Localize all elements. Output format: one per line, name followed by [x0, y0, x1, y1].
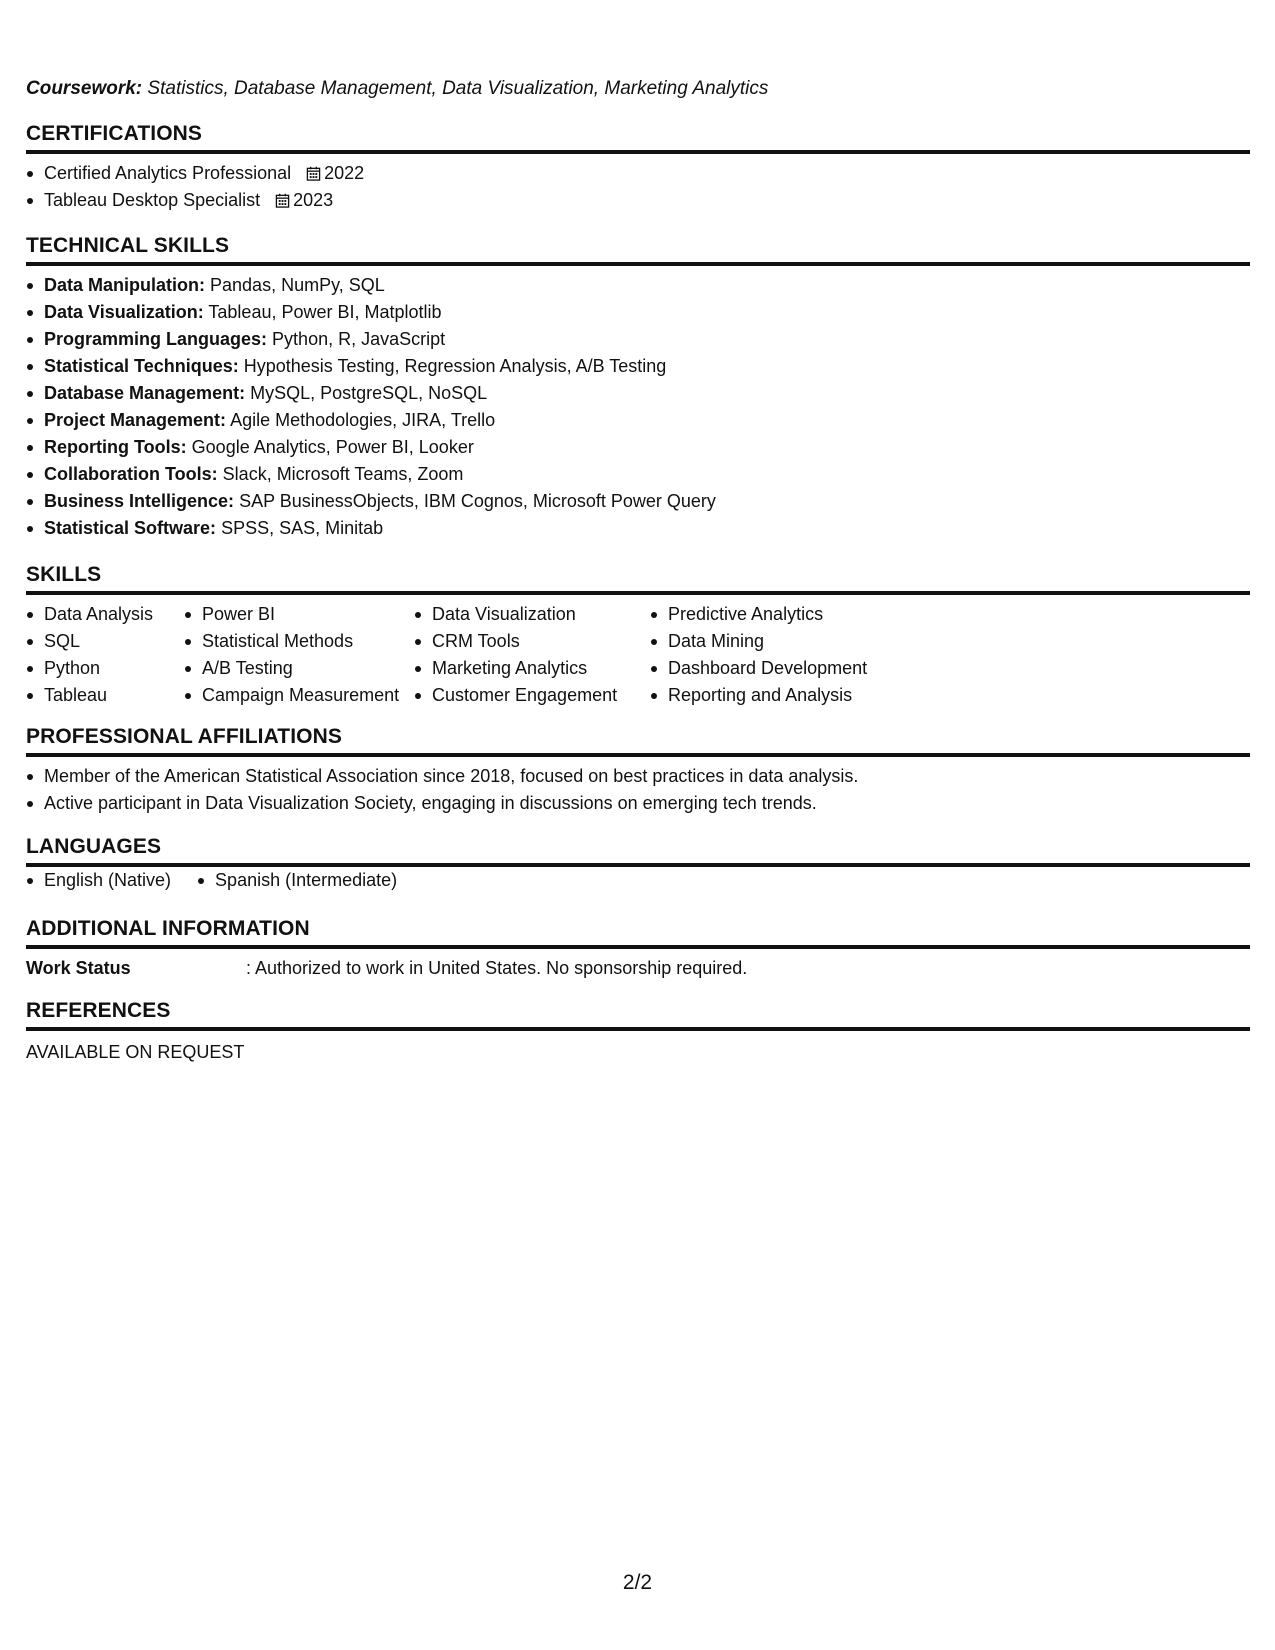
list-item: Tableau — [26, 682, 184, 709]
skills-column — [414, 601, 650, 709]
list-item — [26, 353, 1250, 380]
list-item: CRM Tools — [414, 628, 650, 655]
skill-values: Hypothesis Testing, Regression Analysis, A/B Testing — [243, 356, 667, 376]
affiliations-section — [26, 723, 1250, 817]
work-status-row — [26, 955, 1250, 982]
calendar-icon — [275, 193, 290, 208]
section-title: PROFESSIONAL AFFILIATIONS — [26, 723, 1250, 757]
section-title: CERTIFICATIONS — [26, 120, 1250, 154]
certifications-section — [26, 120, 1250, 214]
coursework-line — [26, 78, 768, 100]
list-item — [26, 380, 1250, 407]
affiliations-list — [26, 763, 1250, 817]
skill-values: Slack, Microsoft Teams, Zoom — [222, 464, 464, 484]
list-item: Data Analysis — [26, 601, 184, 628]
certification-name: Certified Analytics Professional — [44, 163, 292, 183]
list-item: Statistical Methods — [184, 628, 414, 655]
skills-column — [650, 601, 910, 709]
skill-category: Collaboration Tools: — [44, 464, 218, 484]
skills-section — [26, 561, 1250, 709]
list-item — [26, 326, 1250, 353]
list-item — [26, 407, 1250, 434]
list-item: Active participant in Data Visualization Society, engaging in discussions on emerging tech trends. — [26, 790, 1250, 817]
skill-category: Business Intelligence: — [44, 491, 235, 511]
certification-year: 2023 — [293, 190, 334, 210]
list-item: Dashboard Development — [650, 655, 910, 682]
certifications-list — [26, 160, 1250, 214]
list-item — [26, 299, 1250, 326]
skill-values: SAP BusinessObjects, IBM Cognos, Microsoft Power Query — [239, 491, 716, 511]
list-item: Data Visualization — [414, 601, 650, 628]
list-item — [26, 488, 1250, 515]
skill-category: Database Management: — [44, 383, 246, 403]
skill-values: Google Analytics, Power BI, Looker — [191, 437, 474, 457]
section-title: SKILLS — [26, 561, 1250, 595]
skill-category: Data Visualization: — [44, 302, 204, 322]
languages-section — [26, 833, 1250, 894]
section-title: TECHNICAL SKILLS — [26, 232, 1250, 266]
coursework-value: Statistics, Database Management, Data Visualization, Marketing Analytics — [147, 78, 769, 99]
list-item: Spanish (Intermediate) — [197, 867, 397, 894]
certification-name: Tableau Desktop Specialist — [44, 190, 261, 210]
list-item: SQL — [26, 628, 184, 655]
skills-column — [26, 601, 184, 709]
section-title: LANGUAGES — [26, 833, 1250, 867]
skill-values: Tableau, Power BI, Matplotlib — [208, 302, 442, 322]
list-item: Data Mining — [650, 628, 910, 655]
list-item — [26, 272, 1250, 299]
list-item — [26, 434, 1250, 461]
list-item — [26, 515, 1250, 542]
work-status-label: Work Status — [26, 958, 131, 978]
technical-skills-section — [26, 232, 1250, 542]
list-item: Customer Engagement — [414, 682, 650, 709]
skill-category: Reporting Tools: — [44, 437, 187, 457]
list-item — [26, 160, 1250, 187]
technical-skills-list — [26, 272, 1250, 542]
page-number: 2/2 — [622, 1571, 653, 1594]
coursework-label: Coursework: — [26, 78, 143, 99]
certification-year: 2022 — [324, 163, 365, 183]
references-text: AVAILABLE ON REQUEST — [26, 1042, 245, 1062]
list-item: A/B Testing — [184, 655, 414, 682]
list-item: Member of the American Statistical Association since 2018, focused on best practices in data analysis. — [26, 763, 1250, 790]
skill-values: Agile Methodologies, JIRA, Trello — [230, 410, 496, 430]
skill-category: Programming Languages: — [44, 329, 268, 349]
skill-values: Python, R, JavaScript — [272, 329, 446, 349]
skill-category: Statistical Software: — [44, 518, 217, 538]
section-title: ADDITIONAL INFORMATION — [26, 915, 1250, 949]
languages-list — [26, 867, 1250, 894]
list-item: Campaign Measurement — [184, 682, 414, 709]
list-item — [26, 187, 1250, 214]
references-section — [26, 997, 1250, 1066]
list-item: Python — [26, 655, 184, 682]
work-status-value: : Authorized to work in United States. No sponsorship required. — [246, 958, 748, 978]
skill-values: SPSS, SAS, Minitab — [221, 518, 384, 538]
skill-values: Pandas, NumPy, SQL — [210, 275, 385, 295]
skills-column — [184, 601, 414, 709]
skills-grid — [26, 601, 1250, 709]
list-item: English (Native) — [26, 867, 171, 894]
calendar-icon — [306, 166, 321, 181]
skill-category: Data Manipulation: — [44, 275, 205, 295]
skill-values: MySQL, PostgreSQL, NoSQL — [250, 383, 488, 403]
list-item: Predictive Analytics — [650, 601, 910, 628]
skill-category: Project Management: — [44, 410, 227, 430]
list-item: Reporting and Analysis — [650, 682, 910, 709]
skill-category: Statistical Techniques: — [44, 356, 239, 376]
list-item: Power BI — [184, 601, 414, 628]
additional-info-section — [26, 915, 1250, 982]
list-item — [26, 461, 1250, 488]
list-item: Marketing Analytics — [414, 655, 650, 682]
section-title: REFERENCES — [26, 997, 1250, 1031]
